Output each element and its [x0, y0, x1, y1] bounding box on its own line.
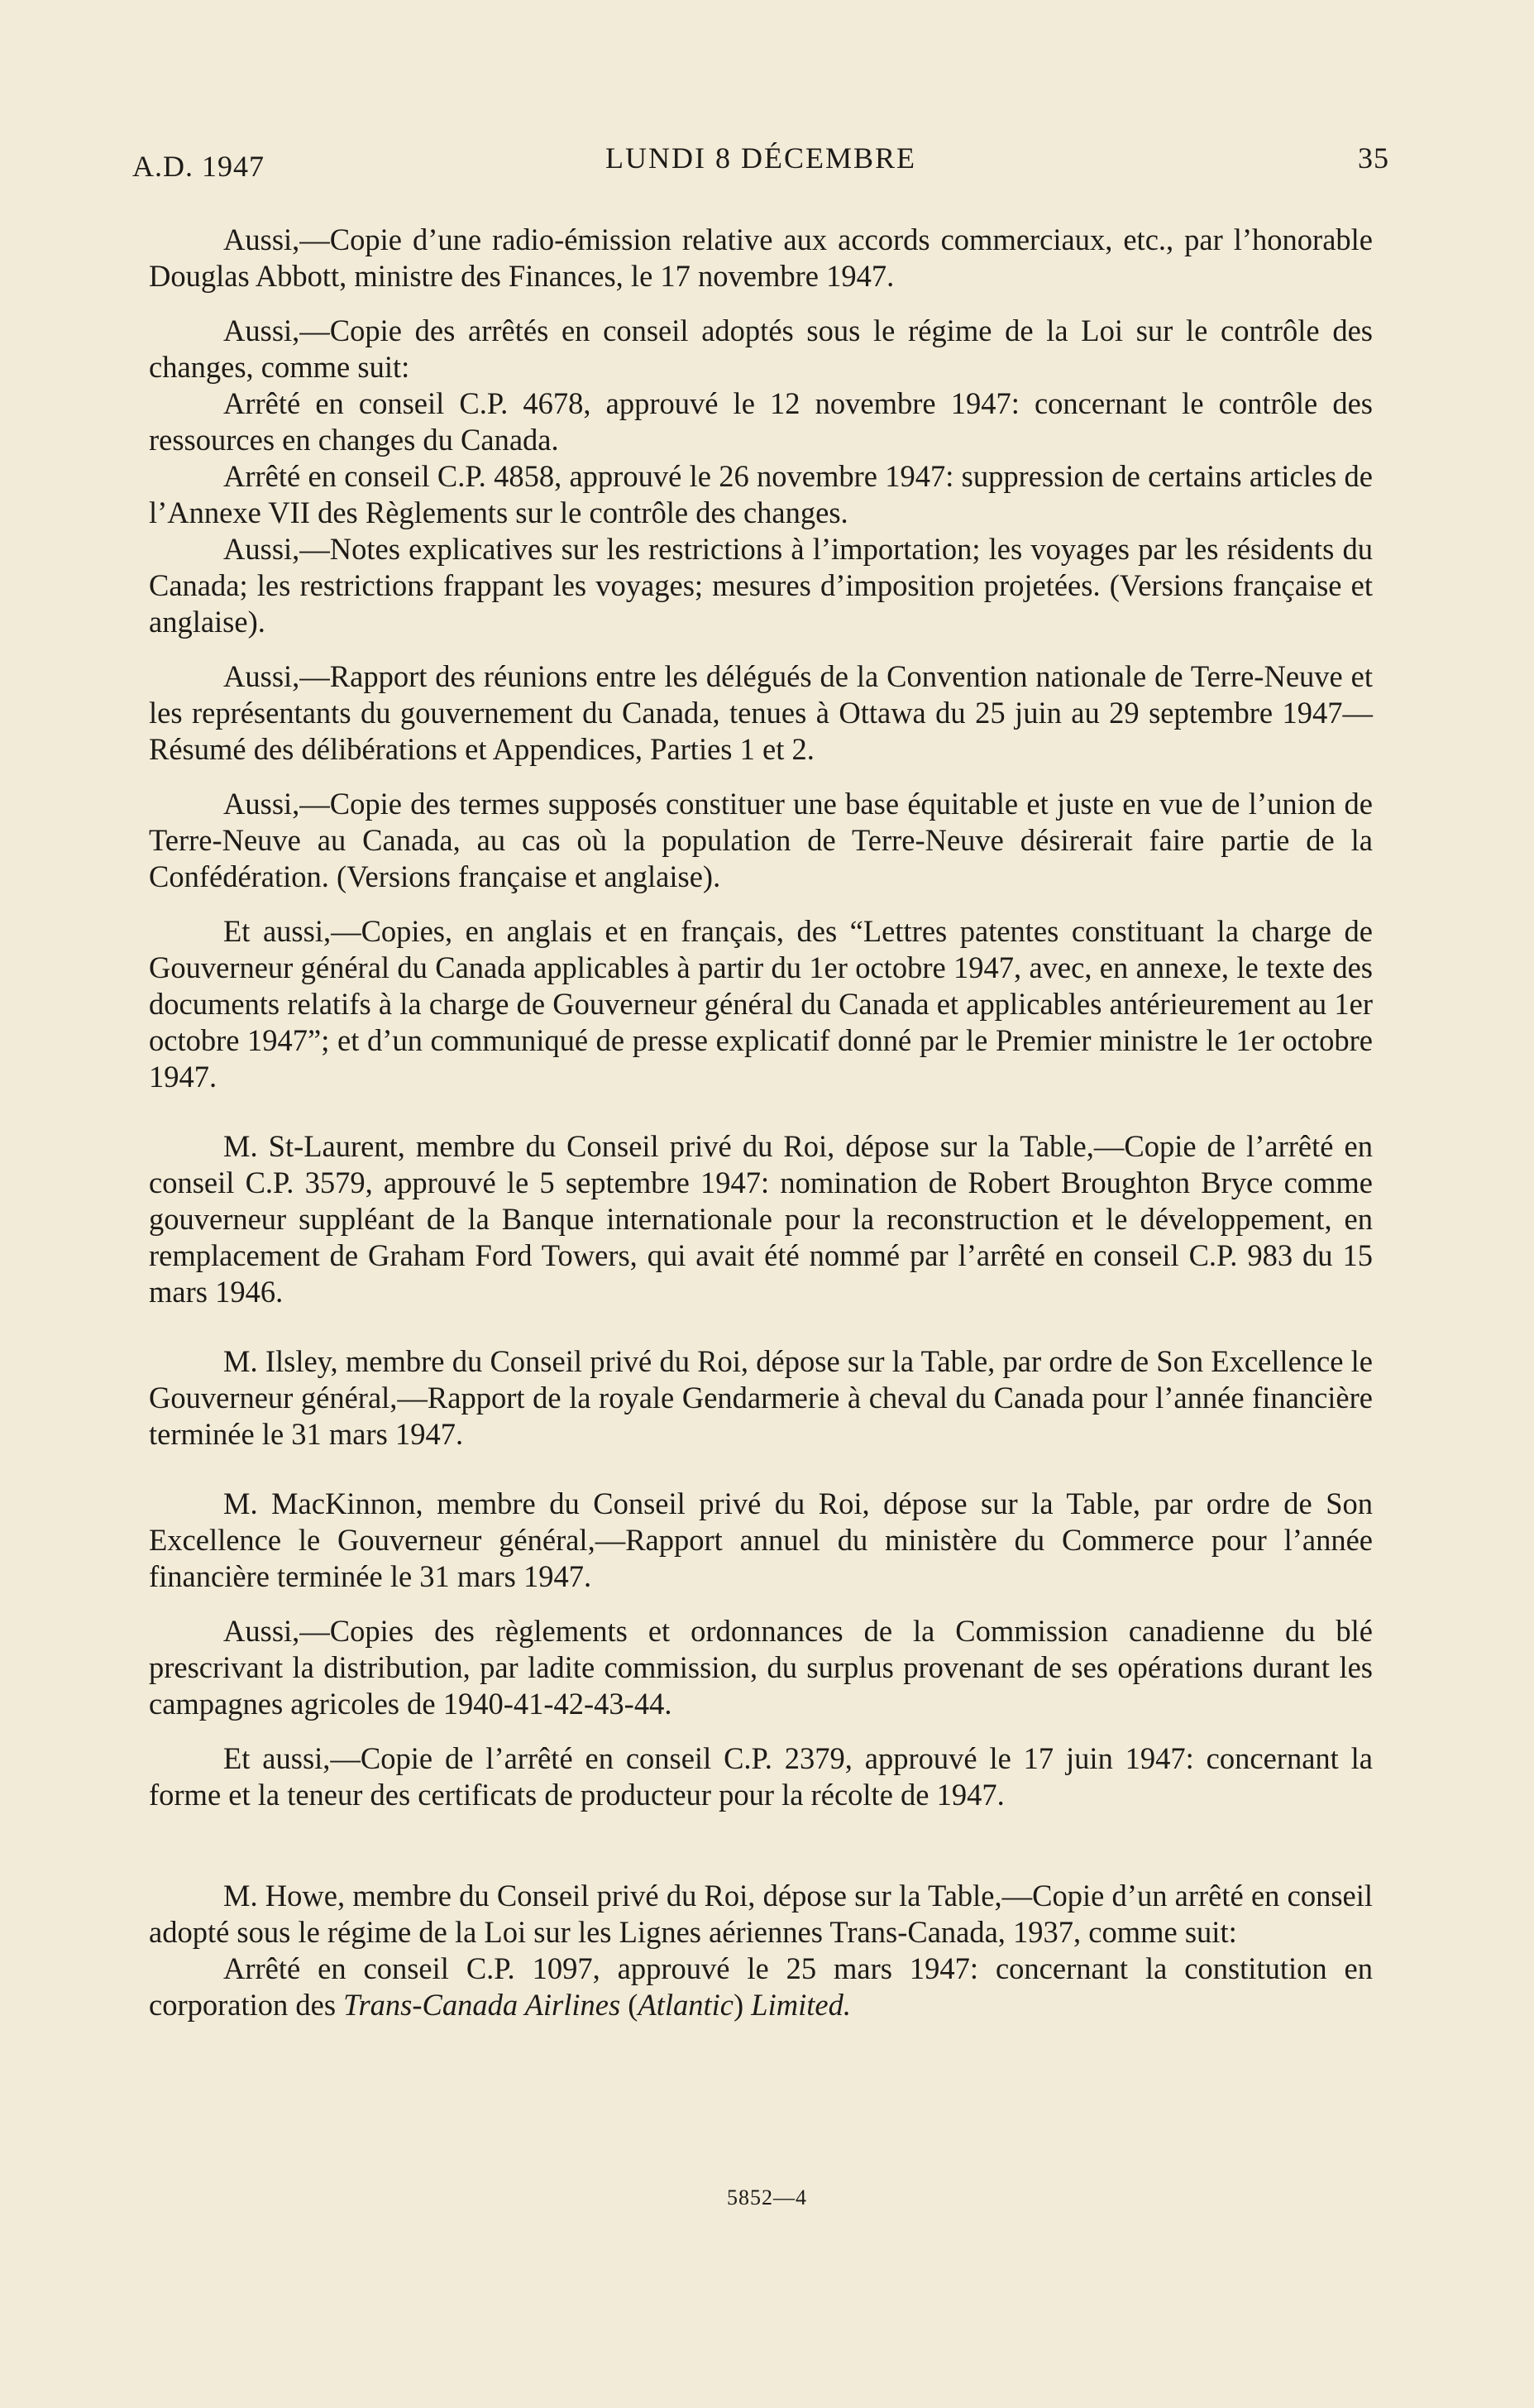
paragraph-commission-ble: Aussi,—Copies des règlements et ordonnances de la Commission canadienne du blé prescrivant la distribution, par ladite commission, du surplus provenant de ses opérations durant les campagnes agricoles de 1940-41-42-43-44. [149, 1614, 1373, 1721]
paragraph-terre-neuve-rapport: Aussi,—Rapport des réunions entre les délégués de la Convention nationale de Terre-Neuve et les représentants du gouvernement du Canada, tenues à Ottawa du 25 juin au 29 septembre 1947—Résumé des délibérations et Appendices, Parties 1 et 2. [149, 659, 1373, 766]
paren-open: ( [620, 1988, 638, 2022]
paragraph-st-laurent: M. St-Laurent, membre du Conseil privé du Roi, dépose sur la Table,—Copie de l’arrêté en conseil C.P. 3579, approuvé le 5 septembre 1947: nomination de Robert Broughton Bryce comme gouverneur suppléant de la Banque internationale pour la reconstruction et le développement, en remplacement de Graham Ford Towers, qui avait été nommé par l’arrêté en conseil C.P. 983 du 15 mars 1946. [149, 1129, 1373, 1309]
paragraph-notes-explicatives: Aussi,—Notes explicatives sur les restrictions à l’importation; les voyages par les résidents du Canada; les restrictions frappant les voyages; mesures d’imposition projetées. (Versions française et anglaise). [149, 532, 1373, 639]
cp-1097-text: Arrêté en conseil C.P. 1097, approuvé le 25 mars 1947: concernant la constitution en corporation des [149, 1951, 1373, 2022]
signature-mark: 5852—4 [727, 2185, 807, 2209]
paragraph-controle-changes: Aussi,—Copie des arrêtés en conseil adoptés sous le régime de la Loi sur le contrôle des changes, comme suit: [149, 314, 1373, 384]
airline-name: Trans-Canada Airlines [343, 1988, 621, 2022]
header-date: LUNDI 8 DÉCEMBRE [605, 141, 916, 175]
paragraph-cp-4858: Arrêté en conseil C.P. 4858, approuvé le 26 novembre 1947: suppression de certains articles de l’Annexe VII des Règlements sur le contrôle des changes. [149, 459, 1373, 529]
page-body [149, 222, 1373, 2023]
paren-close: ) [734, 1988, 752, 2022]
paragraph-lettres-patentes: Et aussi,—Copies, en anglais et en français, des “Lettres patentes constituant la charge de Gouverneur général du Canada applicables à partir du 1er octobre 1947, avec, en annexe, le texte des documents relatifs à la charge de Gouverneur général du Canada et applicables antérieurement au 1er octobre 1947”; et d’un communiqué de presse explicatif donné par le Premier ministre le 1er octobre 1947. [149, 914, 1373, 1094]
paragraph-termes-union: Aussi,—Copie des termes supposés constituer une base équitable et juste en vue de l’union de Terre-Neuve au Canada, au cas où la population de Terre-Neuve désirerait faire partie de la Confédération. (Versions française et anglaise). [149, 787, 1373, 893]
paragraph-cp-4678: Arrêté en conseil C.P. 4678, approuvé le 12 novembre 1947: concernant le contrôle des ressources en changes du Canada. [149, 386, 1373, 457]
airline-suffix: Limited. [751, 1988, 851, 2022]
page-header [132, 141, 1389, 190]
paragraph-mackinnon: M. MacKinnon, membre du Conseil privé du Roi, dépose sur la Table, par ordre de Son Excellence le Gouverneur général,—Rapport annuel du ministère du Commerce pour l’année financière terminée le 31 mars 1947. [149, 1486, 1373, 1593]
paragraph-cp-2379: Et aussi,—Copie de l’arrêté en conseil C.P. 2379, approuvé le 17 juin 1947: concernant la forme et la teneur des certificats de producteur pour la récolte de 1947. [149, 1741, 1373, 1812]
page-number: 35 [1358, 141, 1389, 175]
header-year: A.D. 1947 [132, 150, 265, 183]
paragraph-ilsley: M. Ilsley, membre du Conseil privé du Roi, dépose sur la Table, par ordre de Son Excellence le Gouverneur général,—Rapport de la royale Gendarmerie à cheval du Canada pour l’année financière terminée le 31 mars 1947. [149, 1344, 1373, 1451]
airline-region: Atlantic [638, 1988, 734, 2022]
paragraph-howe: M. Howe, membre du Conseil privé du Roi, dépose sur la Table,—Copie d’un arrêté en conseil adopté sous le régime de la Loi sur les Lignes aériennes Trans-Canada, 1937, comme suit: [149, 1879, 1373, 1949]
paragraph-radio-emission: Aussi,—Copie d’une radio-émission relative aux accords commerciaux, etc., par l’honorable Douglas Abbott, ministre des Finances, le 17 novembre 1947. [149, 223, 1373, 293]
paragraph-cp-1097 [149, 1951, 1373, 2023]
